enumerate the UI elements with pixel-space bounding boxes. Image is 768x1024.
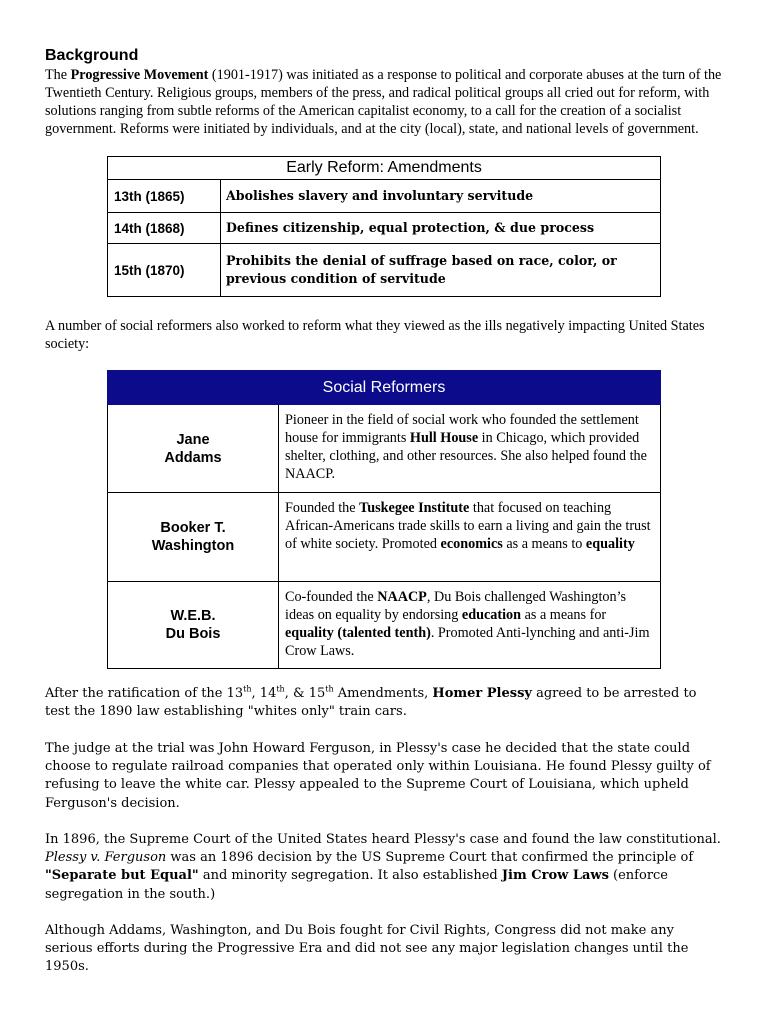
amendment-desc: Abolishes slavery and involuntary servitude bbox=[221, 180, 661, 213]
plessy-paragraph: After the ratification of the 13th, 14th, & 15th Amendments, Homer Plessy agreed to be arrested to test the 1890 law establishing "whites only" train cars. bbox=[45, 684, 697, 720]
reformers-intro: A number of social reformers also worked to reform what they viewed as the ills negatively impacting United States society: bbox=[45, 318, 705, 352]
background-section bbox=[45, 46, 725, 138]
amendment-label: 14th (1868) bbox=[108, 213, 221, 244]
reformer-description: Founded the Tuskegee Institute that focused on teaching African-Americans trade skills to earn a living and gain the trust of white society. Promoted economics as a means to equality bbox=[279, 493, 661, 582]
amendment-desc: Defines citizenship, equal protection, & due process bbox=[221, 213, 661, 244]
table-row bbox=[108, 244, 661, 297]
reformer-name: Booker T. Washington bbox=[108, 493, 279, 582]
supreme-court-paragraph: In 1896, the Supreme Court of the United States heard Plessy's case and found the law constitutional. Plessy v. Ferguson was an 1896 decision by the US Supreme Court that confirmed the principle of "Separate but Equal" and minority segregation. It also established Jim Crow Laws (enforce segregation in the south.) bbox=[45, 832, 721, 902]
reformer-description: Co-founded the NAACP, Du Bois challenged Washington’s ideas on equality by endorsing education as a means for equality (talented tenth). Promoted Anti-lynching and anti-Jim Crow Laws. bbox=[279, 582, 661, 669]
social-reformers-title: Social Reformers bbox=[108, 371, 661, 405]
amendments-table bbox=[107, 156, 661, 297]
amendments-title: Early Reform: Amendments bbox=[108, 157, 661, 180]
table-row bbox=[108, 582, 661, 669]
background-intro: The Progressive Movement (1901-1917) was initiated as a response to political and corporate abuses at the turn of the Twentieth Century. Religious groups, members of the press, and radical political groups all cried out for reform, with solutions ranging from subtle reforms of the American capitalist economy, to a call for the creation of a socialist government. Reforms were initiated by individuals, and at the city (local), state, and national levels of government. bbox=[45, 67, 722, 137]
reformer-description: Pioneer in the field of social work who founded the settlement house for immigrants Hull House in Chicago, which provided shelter, clothing, and other resources. She also helped found the NAACP. bbox=[279, 405, 661, 493]
table-row bbox=[108, 213, 661, 244]
table-row bbox=[108, 493, 661, 582]
background-heading: Background bbox=[45, 47, 139, 64]
social-reformers-table bbox=[107, 370, 661, 669]
judge-paragraph: The judge at the trial was John Howard Ferguson, in Plessy's case he decided that the state could choose to regulate railroad companies that operated only within Louisiana. He found Plessy guilty of refusing to leave the white car. Plessy appealed to the Supreme Court of Louisiana, which upheld Ferguson's decision. bbox=[45, 741, 711, 811]
table-row bbox=[108, 405, 661, 493]
table-row bbox=[108, 180, 661, 213]
amendment-label: 15th (1870) bbox=[108, 244, 221, 297]
reformer-name: W.E.B. Du Bois bbox=[108, 582, 279, 669]
amendment-label: 13th (1865) bbox=[108, 180, 221, 213]
conclusion-paragraph: Although Addams, Washington, and Du Bois fought for Civil Rights, Congress did not make any serious efforts during the Progressive Era and did not see any major legislation changes until the 1950s. bbox=[45, 923, 689, 975]
amendment-desc: Prohibits the denial of suffrage based on race, color, or previous condition of servitude bbox=[221, 244, 661, 297]
reformer-name: Jane Addams bbox=[108, 405, 279, 493]
